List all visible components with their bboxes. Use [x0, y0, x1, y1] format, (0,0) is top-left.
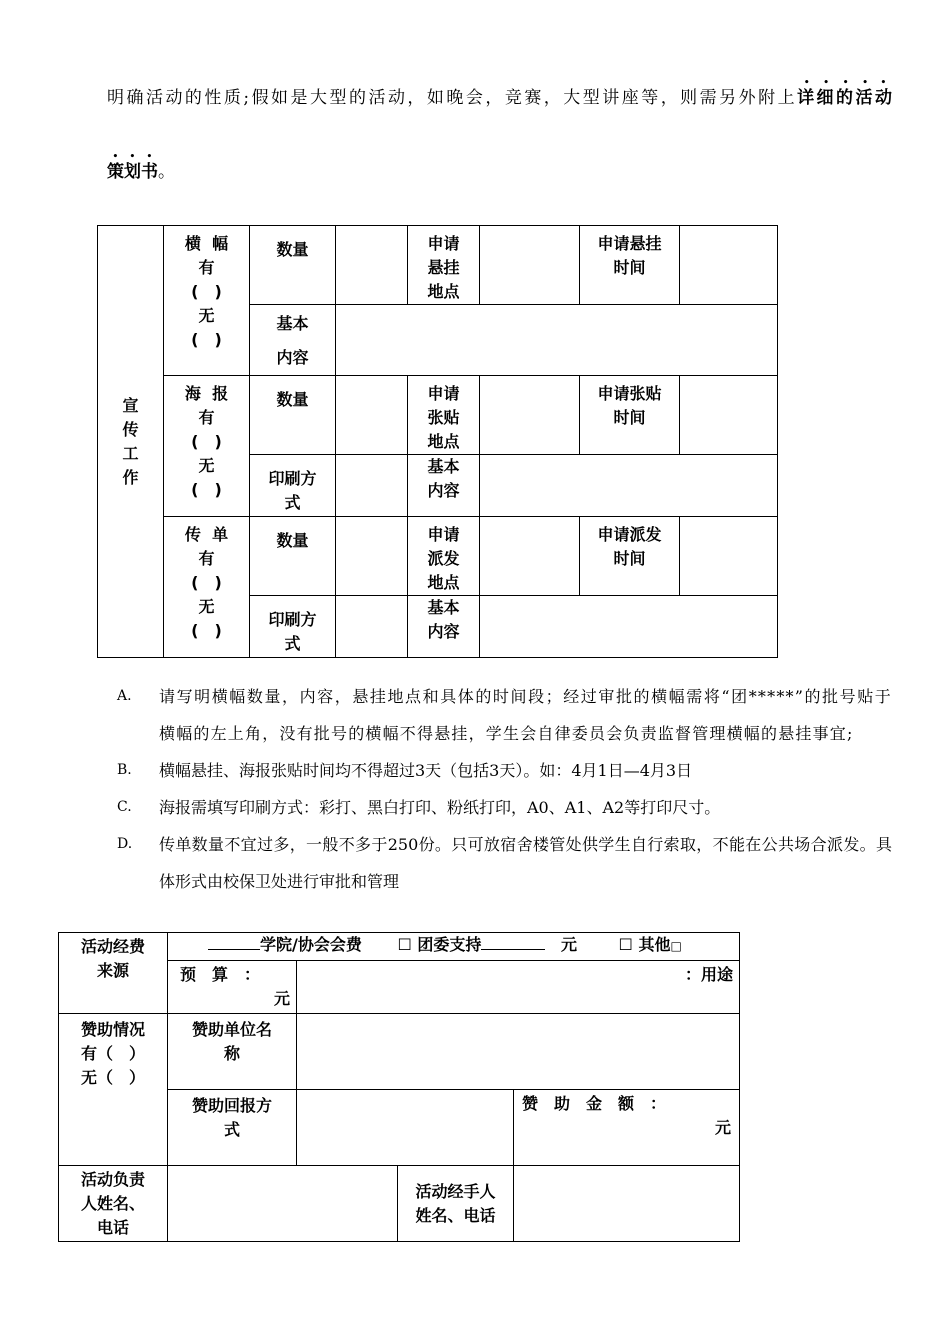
banner-label: 横 幅 — [184, 234, 229, 253]
banner-content-label — [250, 305, 336, 376]
banner-content-text: 基本内容 — [276, 314, 309, 367]
budget-label: 预 算 ： — [180, 965, 261, 984]
flyer-time-label — [580, 517, 680, 596]
sponsor-info-cell — [59, 1014, 168, 1166]
sponsor-return-label: 赞助回报方式 — [192, 1096, 273, 1139]
sponsor-return-label-cell — [168, 1090, 297, 1166]
flyer-place-input[interactable] — [480, 517, 580, 596]
flyer-qty-label: 数量 — [250, 517, 336, 596]
notes-list — [117, 678, 892, 900]
poster-content-text: 基本内容 — [427, 457, 460, 500]
poster-none: 无 — [198, 456, 215, 475]
banner-content-input[interactable] — [336, 305, 778, 376]
poster-none-paren[interactable]: ( ) — [191, 480, 222, 499]
banner-none-paren[interactable]: ( ) — [191, 330, 222, 349]
flyer-print-label — [250, 596, 336, 658]
poster-has-paren[interactable]: ( ) — [191, 432, 222, 451]
note-d — [117, 826, 892, 900]
note-text: 请写明横幅数量，内容，悬挂地点和具体的时间段；经过审批的横幅需将“团*****”的批号贴于横幅的左上角，没有批号的横幅不得悬挂，学生会自律委员会负责监督管理横幅的悬挂事宜; — [159, 687, 892, 743]
sponsor-none[interactable]: 无（ ） — [80, 1068, 145, 1087]
sponsor-unit-label-cell — [168, 1014, 297, 1090]
banner-qty-input[interactable] — [336, 226, 408, 305]
intro-emphasis-2: 策划书 — [107, 162, 158, 182]
banner-time-text: 申请悬挂时间 — [597, 234, 662, 277]
college-fee-label: 学院/协会会费 — [260, 935, 362, 954]
poster-place-input[interactable] — [480, 376, 580, 455]
banner-place-text: 申请悬挂地点 — [427, 234, 460, 301]
league-checkbox[interactable]: ☐ — [397, 935, 412, 954]
flyer-has-paren[interactable]: ( ) — [191, 573, 222, 592]
poster-time-text: 申请张贴时间 — [597, 384, 662, 427]
note-a — [117, 678, 892, 752]
banner-type-cell — [164, 226, 250, 376]
intro-line-2 — [107, 152, 175, 184]
banner-place-input[interactable] — [480, 226, 580, 305]
flyer-none: 无 — [198, 597, 215, 616]
flyer-none-paren[interactable]: ( ) — [191, 621, 222, 640]
sponsor-amount-unit: 元 — [715, 1118, 732, 1137]
sponsor-amount-label: 赞 助 金 额 ： — [522, 1094, 667, 1113]
sponsor-has[interactable]: 有（ ） — [80, 1044, 145, 1063]
flyer-time-text: 申请派发时间 — [597, 525, 662, 568]
note-b — [117, 752, 892, 789]
banner-has-paren[interactable]: ( ) — [191, 282, 222, 301]
banner-none: 无 — [198, 306, 215, 325]
note-marker: C. — [117, 799, 132, 815]
note-marker: B. — [117, 762, 132, 778]
poster-time-input[interactable] — [680, 376, 778, 455]
note-text: 海报需填写印刷方式：彩打、黑白打印、粉纸打印，A0、A1、A2等打印尺寸。 — [159, 798, 721, 817]
handler-label: 活动经手人姓名、电话 — [415, 1181, 496, 1225]
intro-text: 明确活动的性质;假如是大型的活动，如晚会，竞赛，大型讲座等，则需另外附上 — [107, 88, 798, 108]
banner-has: 有 — [198, 258, 215, 277]
poster-time-label — [580, 376, 680, 455]
league-label: 团委支持 — [417, 935, 482, 954]
poster-type-cell — [164, 376, 250, 517]
poster-qty-input[interactable] — [336, 376, 408, 455]
note-text: 传单数量不宜过多，一般不多于250份。只可放宿舍楼管处供学生自行索取，不能在公共场合派发。具体形式由校保卫处进行审批和管理 — [159, 835, 892, 891]
sponsor-return-input[interactable] — [297, 1090, 514, 1166]
intro-emphasis: 详细的活动 — [797, 88, 893, 108]
note-marker: D. — [117, 836, 133, 852]
section-label: 宣传工作 — [122, 395, 139, 487]
flyer-type-cell — [164, 517, 250, 658]
handler-label-cell — [398, 1166, 514, 1242]
funding-source-label — [59, 933, 168, 1014]
banner-qty-label: 数量 — [250, 226, 336, 305]
flyer-print-text: 印刷方式 — [268, 610, 317, 653]
leader-label-cell — [59, 1166, 168, 1242]
purpose-label: ：用途 — [685, 965, 734, 984]
publicity-table — [97, 225, 778, 658]
other-label: 其他 — [638, 935, 671, 954]
league-unit: 元 — [560, 935, 577, 954]
leader-label: 活动负责人姓名、电话 — [81, 1170, 146, 1237]
flyer-has: 有 — [198, 549, 215, 568]
sponsor-amount-cell[interactable] — [514, 1090, 740, 1166]
flyer-content-input[interactable] — [480, 596, 778, 658]
flyer-label: 传 单 — [184, 525, 229, 544]
budget-cell — [168, 961, 297, 1014]
flyer-print-input[interactable] — [336, 596, 408, 658]
sponsor-unit-input[interactable] — [297, 1014, 740, 1090]
flyer-qty-input[interactable] — [336, 517, 408, 596]
poster-place-text: 申请张贴地点 — [427, 384, 460, 451]
poster-content-label — [408, 455, 480, 517]
flyer-content-label — [408, 596, 480, 658]
leader-input[interactable] — [168, 1166, 398, 1242]
purpose-cell[interactable] — [297, 961, 740, 1014]
sponsor-unit-label: 赞助单位名称 — [192, 1020, 273, 1063]
flyer-place-text: 申请派发地点 — [427, 525, 460, 592]
funding-table — [58, 932, 740, 1242]
note-text: 横幅悬挂、海报张贴时间均不得超过3天（包括3天）。如：4月1日—4月3日 — [159, 761, 693, 780]
banner-time-label — [580, 226, 680, 305]
poster-place-label — [408, 376, 480, 455]
handler-input[interactable] — [514, 1166, 740, 1242]
poster-print-text: 印刷方式 — [268, 469, 317, 512]
other-checkbox[interactable]: ☐ — [618, 935, 633, 954]
banner-time-input[interactable] — [680, 226, 778, 305]
section-label-cell — [98, 226, 164, 658]
note-c — [117, 789, 892, 826]
college-fee-blank[interactable] — [208, 949, 260, 950]
poster-qty-label: 数量 — [250, 376, 336, 455]
other-checkbox-small[interactable]: □ — [670, 939, 682, 953]
poster-has: 有 — [198, 408, 215, 427]
budget-unit: 元 — [273, 989, 290, 1008]
sponsor-label: 赞助情况 — [80, 1020, 145, 1039]
poster-label: 海 报 — [184, 384, 229, 403]
poster-content-input[interactable] — [480, 455, 778, 517]
funding-source-options — [168, 933, 740, 961]
poster-print-input[interactable] — [336, 455, 408, 517]
league-amount-blank[interactable] — [481, 949, 545, 950]
flyer-place-label — [408, 517, 480, 596]
banner-place-label — [408, 226, 480, 305]
intro-end: 。 — [158, 162, 175, 182]
poster-print-label — [250, 455, 336, 517]
intro-line-1 — [107, 78, 892, 110]
funding-source-text: 活动经费来源 — [81, 937, 146, 980]
flyer-content-text: 基本内容 — [427, 598, 460, 641]
note-marker: A. — [117, 688, 132, 704]
flyer-time-input[interactable] — [680, 517, 778, 596]
